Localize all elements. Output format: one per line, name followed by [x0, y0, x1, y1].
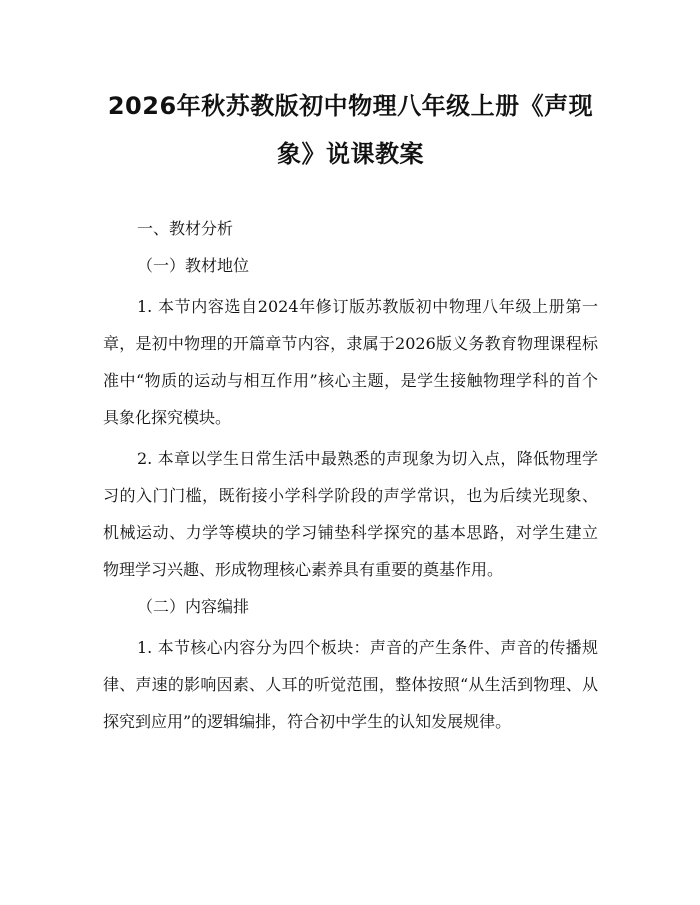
subsection-heading-content-arrangement: （二）内容编排 — [137, 597, 250, 616]
paragraph: 1. 本节内容选自2024年修订版苏教版初中物理八年级上册第一章，是初中物理的开篇章节内容，隶属于2026版义务教育物理课程标准中“物质的运动与相互作用”核心主题，是学生接触物理学科的首个具象化探究模块。 — [103, 297, 598, 427]
section-heading-textbook-analysis: 一、教材分析 — [137, 219, 234, 238]
paragraph: 1. 本节核心内容分为四个板块：声音的产生条件、声音的传播规律、声速的影响因素、人耳的听觉范围，整体按照“从生活到物理、从探究到应用”的逻辑编排，符合初中学生的认知发展规律。 — [103, 638, 598, 731]
paragraph: 2. 本章以学生日常生活中最熟悉的声现象为切入点，降低物理学习的入门门槛，既衔接小学科学阶段的声学常识，也为后续光现象、机械运动、力学等模块的学习铺垫科学探究的基本思路，对学生建立物理学习兴趣、形成物理核心素养具有重要的奠基作用。 — [103, 449, 598, 579]
document-title: 2026年秋苏教版初中物理八年级上册《声现象》说课教案 — [107, 92, 594, 168]
subsection-heading-textbook-position: （一）教材地位 — [137, 256, 250, 275]
